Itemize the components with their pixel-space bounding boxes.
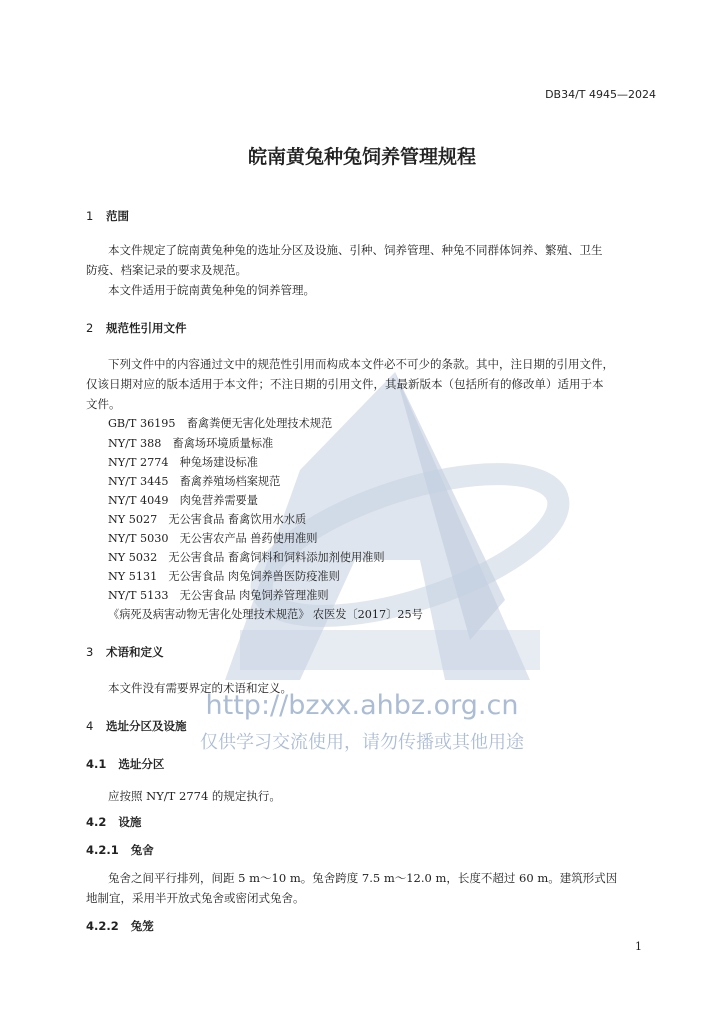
- reference-item: 《病死及病害动物无害化处理技术规范》 农医发〔2017〕25号: [108, 608, 423, 621]
- section-heading: 2 规范性引用文件: [86, 321, 187, 335]
- subsection-heading: 4.2.1 兔舍: [86, 843, 154, 857]
- subsection-heading: 4.2 设施: [86, 815, 142, 829]
- scope-paragraph-2: 本文件适用于皖南黄兔种兔的饲养管理。: [108, 283, 315, 297]
- reference-item: NY/T 5030 无公害农产品 兽药使用准则: [108, 532, 318, 545]
- section-heading: 1 范围: [86, 209, 129, 223]
- house-paragraph-line: 地制宜，采用半开放式兔舍或密闭式兔舍。: [86, 891, 305, 905]
- standard-code: DB34/T 4945—2024: [545, 88, 656, 101]
- terms-paragraph: 本文件没有需要界定的术语和定义。: [108, 681, 292, 695]
- document-title: 皖南黄兔种兔饲养管理规程: [247, 146, 476, 168]
- reference-item: NY 5032 无公害食品 畜禽饲料和饲料添加剂使用准则: [108, 551, 385, 564]
- section-heading: 4 选址分区及设施: [86, 719, 187, 733]
- normative-intro-line: 文件。: [86, 397, 121, 411]
- subsection-heading: 4.2.2 兔笼: [86, 919, 154, 933]
- reference-item: NY/T 388 畜禽场环境质量标准: [108, 437, 274, 450]
- reference-item: NY/T 2774 种兔场建设标准: [108, 456, 258, 469]
- normative-intro-line: 下列文件中的内容通过文中的规范性引用而构成本文件必不可少的条款。其中，注日期的引用文件，: [108, 357, 614, 371]
- subsection-heading: 4.1 选址分区: [86, 757, 165, 771]
- scope-paragraph-line: 防疫、档案记录的要求及规范。: [86, 263, 247, 277]
- page-number: 1: [635, 940, 642, 953]
- reference-item: GB/T 36195 畜禽粪便无害化处理技术规范: [108, 417, 333, 430]
- normative-intro-line: 仅该日期对应的版本适用于本文件；不注日期的引用文件，其最新版本（包括所有的修改单）适用于本: [86, 377, 604, 391]
- reference-item: NY/T 3445 畜禽养殖场档案规范: [108, 475, 281, 488]
- reference-item: NY 5027 无公害食品 畜禽饮用水水质: [108, 513, 307, 526]
- house-paragraph-line: 兔舍之间平行排列，间距 5 m～10 m。兔舍跨度 7.5 m～12.0 m，长度不超过 60 m。建筑形式因: [108, 871, 618, 885]
- reference-item: NY/T 5133 无公害食品 肉兔饲养管理准则: [108, 589, 329, 602]
- site-paragraph: 应按照 NY/T 2774 的规定执行。: [108, 789, 281, 803]
- watermark-note: 仅供学习交流使用，请勿传播或其他用途: [200, 732, 524, 753]
- reference-item: NY 5131 无公害食品 肉兔饲养兽医防疫准则: [108, 570, 340, 583]
- scope-paragraph-line: 本文件规定了皖南黄兔种兔的选址分区及设施、引种、饲养管理、种兔不同群体饲养、繁殖、卫生: [108, 243, 603, 257]
- section-heading: 3 术语和定义: [86, 645, 164, 659]
- watermark-url: http://bzxx.ahbz.org.cn: [205, 690, 519, 721]
- reference-item: NY/T 4049 肉兔营养需要量: [108, 494, 258, 507]
